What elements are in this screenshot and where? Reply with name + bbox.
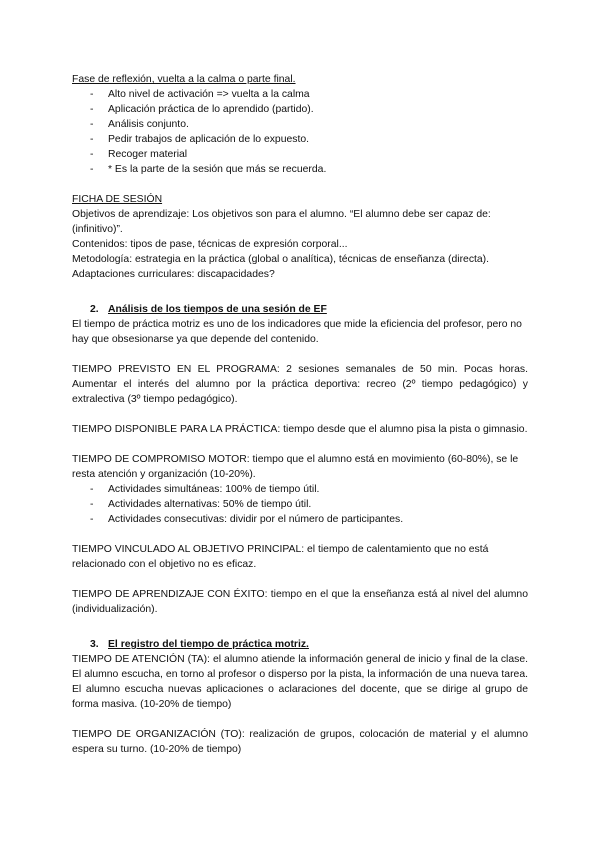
- tiempo-aprendizaje: TIEMPO DE APRENDIZAJE CON ÉXITO: tiempo en el que la enseñanza está al nivel del alumno (individualización).: [72, 589, 528, 615]
- section-3-heading: [72, 637, 528, 652]
- list-item: [72, 102, 528, 117]
- ficha-metodologia: Metodología: estrategia en la práctica (global o analítica), técnicas de enseñanza (directa).: [72, 254, 490, 265]
- section-2-intro: El tiempo de práctica motriz es uno de los indicadores que mide la eficiencia del profesor, pero no hay que obsesionarse ya que depende del contenido.: [72, 319, 522, 345]
- dash-marker: -: [90, 499, 94, 510]
- list-item-text: * Es la parte de la sesión que más se recuerda.: [108, 164, 327, 175]
- reflexion-list: [72, 87, 528, 177]
- tiempo-previsto: TIEMPO PREVISTO EN EL PROGRAMA: 2 sesiones semanales de 50 min. Pocas horas. Aumentar el interés del alumno por la práctica deportiva: recreo (2º tiempo pedagógico) y extralectiva (3º tiempo pedagógico).: [72, 364, 528, 405]
- dash-marker: -: [90, 89, 94, 100]
- dash-marker: -: [90, 149, 94, 160]
- section-number: 3.: [90, 639, 99, 650]
- list-item-text: Actividades simultáneas: 100% de tiempo útil.: [108, 484, 320, 495]
- dash-marker: -: [90, 104, 94, 115]
- dash-marker: -: [90, 119, 94, 130]
- tiempo-disponible: TIEMPO DISPONIBLE PARA LA PRÁCTICA: tiempo desde que el alumno pisa la pista o gimnasio.: [72, 424, 528, 435]
- ficha-objetivos: Objetivos de aprendizaje: Los objetivos son para el alumno. “El alumno debe ser capaz de: (infinitivo)”.: [72, 209, 491, 235]
- tiempo-atencion: TIEMPO DE ATENCIÓN (TA): el alumno atiende la información general de inicio y final de la clase. El alumno escucha, en torno al profesor o disperso por la pista, la información de una nueva tarea. El alumno escucha nuevas aplicaciones o aclaraciones del docente, que se dirige al grupo de forma masiva. (10-20% de tiempo): [72, 654, 528, 710]
- list-item: [72, 147, 528, 162]
- dash-marker: -: [90, 134, 94, 145]
- section-number: 2.: [90, 304, 99, 315]
- list-item-text: Actividades alternativas: 50% de tiempo útil.: [108, 499, 312, 510]
- ficha-adaptaciones: Adaptaciones curriculares: discapacidades?: [72, 269, 275, 280]
- list-item: [72, 132, 528, 147]
- section-title: El registro del tiempo de práctica motriz.: [108, 639, 309, 650]
- list-item-text: Recoger material: [108, 149, 188, 160]
- tiempo-vinculado: TIEMPO VINCULADO AL OBJETIVO PRINCIPAL: el tiempo de calentamiento que no está relacionado con el objetivo no es eficaz.: [72, 544, 489, 570]
- list-item-text: Aplicación práctica de lo aprendido (partido).: [108, 104, 314, 115]
- section-2-heading: [72, 302, 528, 317]
- tiempo-organizacion: TIEMPO DE ORGANIZACIÓN (TO): realización de grupos, colocación de material y el alumno espera su turno. (10-20% de tiempo): [72, 729, 528, 755]
- list-item: [72, 162, 528, 177]
- list-item: [72, 117, 528, 132]
- list-item-text: Análisis conjunto.: [108, 119, 189, 130]
- reflexion-title: Fase de reflexión, vuelta a la calma o parte final.: [72, 74, 296, 85]
- dash-marker: -: [90, 164, 94, 175]
- dash-marker: -: [90, 514, 94, 525]
- list-item-text: Pedir trabajos de aplicación de lo expuesto.: [108, 134, 310, 145]
- document-page: [72, 72, 528, 757]
- list-item: [72, 497, 528, 512]
- compromiso-list: [72, 482, 528, 527]
- tiempo-compromiso: TIEMPO DE COMPROMISO MOTOR: tiempo que el alumno está en movimiento (60-80%), se le resta atención y organización (10-20%).: [72, 454, 519, 480]
- ficha-title: FICHA DE SESIÓN: [72, 194, 163, 205]
- ficha-contenidos: Contenidos: tipos de pase, técnicas de expresión corporal...: [72, 239, 348, 250]
- dash-marker: -: [90, 484, 94, 495]
- list-item: [72, 87, 528, 102]
- list-item-text: Actividades consecutivas: dividir por el número de participantes.: [108, 514, 404, 525]
- list-item-text: Alto nivel de activación => vuelta a la calma: [108, 89, 310, 100]
- list-item: [72, 512, 528, 527]
- list-item: [72, 482, 528, 497]
- section-title: Análisis de los tiempos de una sesión de EF: [108, 304, 327, 315]
